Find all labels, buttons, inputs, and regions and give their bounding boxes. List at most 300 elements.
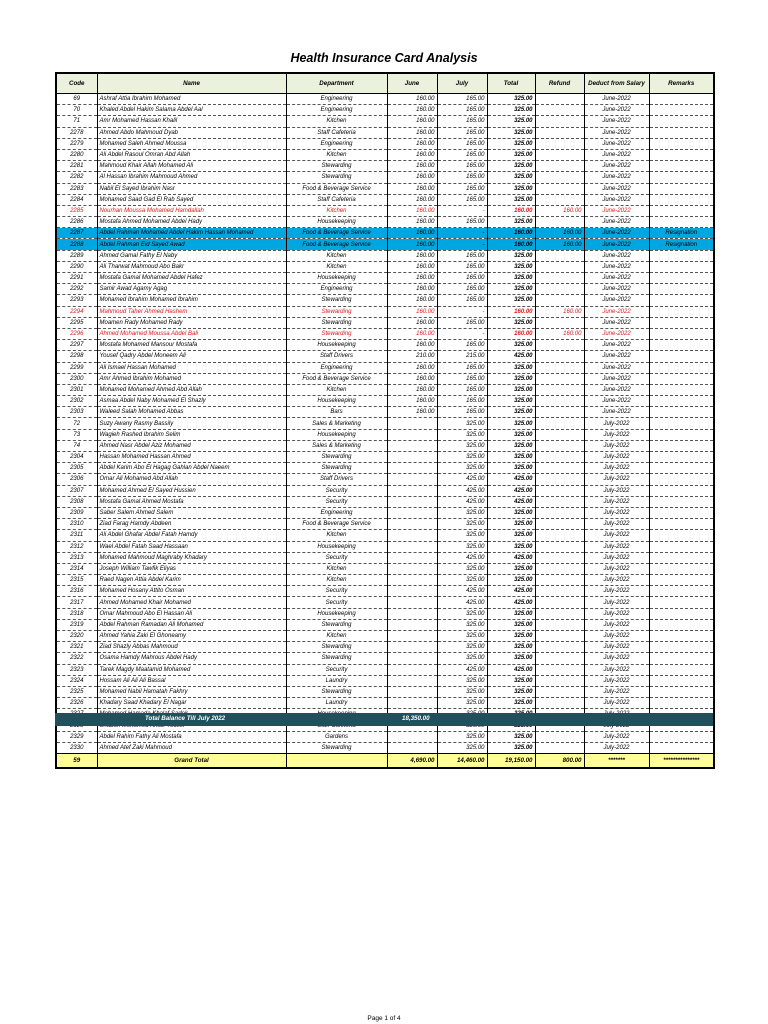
cell-total: 325.00 <box>487 575 535 586</box>
cell-remarks <box>649 619 714 630</box>
cell-july: 425.00 <box>437 485 487 496</box>
table-row <box>56 418 714 429</box>
cell-department: Gardens <box>286 731 387 742</box>
cell-name: Asmaa Abdel Naby Mohamed El Shazly <box>97 396 286 407</box>
cell-refund <box>535 541 584 552</box>
cell-refund <box>535 340 584 351</box>
cell-total: 325.00 <box>487 396 535 407</box>
cell-remarks <box>649 362 714 373</box>
cell-total: 325.00 <box>487 373 535 384</box>
cell-code: 2294 <box>56 306 97 317</box>
cell-deduct: June-2022 <box>584 161 649 172</box>
cell-june <box>387 563 437 574</box>
cell-code: 2318 <box>56 608 97 619</box>
cell-july: 215.00 <box>437 351 487 362</box>
cell-department: Housekeeping <box>286 541 387 552</box>
cell-name: Ziad Farag Hamdy Abdeen <box>97 519 286 530</box>
cell-refund <box>535 384 584 395</box>
cell-total: 425.00 <box>487 664 535 675</box>
cell-remarks <box>649 485 714 496</box>
cell-code: 2293 <box>56 295 97 306</box>
cell-refund <box>535 172 584 183</box>
cell-total: 325.00 <box>487 384 535 395</box>
cell-remarks <box>649 519 714 530</box>
cell-july: 165.00 <box>437 94 487 105</box>
cell-deduct: July-2022 <box>584 485 649 496</box>
cell-code: 2313 <box>56 552 97 563</box>
cell-july: 325.00 <box>437 653 487 664</box>
cell-name: Joseph William Tawfik Eliyas <box>97 563 286 574</box>
cell-code: 2326 <box>56 698 97 709</box>
cell-remarks <box>649 530 714 541</box>
cell-deduct: June-2022 <box>584 127 649 138</box>
cell-total: 325.00 <box>487 284 535 295</box>
cell-remarks <box>649 384 714 395</box>
table-row <box>56 194 714 205</box>
cell-total: 325.00 <box>487 519 535 530</box>
cell-name: Abdel Rahman Mohamed Abdel Hakim Hassan Mohamed <box>97 228 286 239</box>
cell-department: Staff Cafeteria <box>286 127 387 138</box>
cell-june <box>387 698 437 709</box>
cell-department: Stewarding <box>286 295 387 306</box>
cell-july: 165.00 <box>437 340 487 351</box>
column-header-total: Total <box>487 73 535 94</box>
cell-deduct: July-2022 <box>584 563 649 574</box>
table-row <box>56 306 714 317</box>
cell-deduct: June-2022 <box>584 183 649 194</box>
cell-deduct: July-2022 <box>584 552 649 563</box>
cell-july: 165.00 <box>437 284 487 295</box>
cell-name: Osama Hamdy Mahrous Abdel Hady <box>97 653 286 664</box>
cell-refund <box>535 496 584 507</box>
cell-deduct: June-2022 <box>584 194 649 205</box>
cell-july: - <box>437 239 487 250</box>
cell-code: 2324 <box>56 675 97 686</box>
table-row <box>56 742 714 753</box>
table-row <box>56 485 714 496</box>
cell-june: 160.00 <box>387 328 437 339</box>
column-header-july: July <box>437 73 487 94</box>
cell-deduct: July-2022 <box>584 686 649 697</box>
table-row <box>56 138 714 149</box>
cell-total: 325.00 <box>487 541 535 552</box>
cell-department: Security <box>286 485 387 496</box>
cell-refund <box>535 183 584 194</box>
cell-deduct: July-2022 <box>584 664 649 675</box>
table-row <box>56 664 714 675</box>
cell-code: 2291 <box>56 273 97 284</box>
table-row <box>56 172 714 183</box>
cell-department: Engineering <box>286 105 387 116</box>
cell-name: Hossam Ali Ali Ali Bassal <box>97 675 286 686</box>
cell-remarks <box>649 205 714 216</box>
cell-name: Nourhan Moussa Mohamed Hamdallah <box>97 205 286 216</box>
cell-remarks <box>649 183 714 194</box>
cell-department: Stewarding <box>286 619 387 630</box>
cell-code: 2280 <box>56 149 97 160</box>
cell-name: Yousef Qadry Abdel Moneem Ali <box>97 351 286 362</box>
cell-total: 325.00 <box>487 105 535 116</box>
cell-name: Amr Mohamed Hassan Khalil <box>97 116 286 127</box>
cell-june: 160.00 <box>387 284 437 295</box>
table-row <box>56 597 714 608</box>
column-header-deduct: Deduct from Salary <box>584 73 649 94</box>
cell-june <box>387 519 437 530</box>
cell-july: 165.00 <box>437 407 487 418</box>
cell-department: Stewarding <box>286 653 387 664</box>
cell-department: Stewarding <box>286 642 387 653</box>
cell-deduct: June-2022 <box>584 172 649 183</box>
cell-refund <box>535 250 584 261</box>
cell-code: 2302 <box>56 396 97 407</box>
cell-total: 325.00 <box>487 731 535 742</box>
cell-june: 160.00 <box>387 127 437 138</box>
cell-code: 2301 <box>56 384 97 395</box>
cell-remarks <box>649 149 714 160</box>
cell-total: 425.00 <box>487 552 535 563</box>
cell-name: Khadary Saad Khadary El Nagar <box>97 698 286 709</box>
table-row <box>56 328 714 339</box>
cell-code: 2298 <box>56 351 97 362</box>
cell-refund <box>535 407 584 418</box>
cell-total: 325.00 <box>487 194 535 205</box>
cell-june <box>387 496 437 507</box>
cell-department: Kitchen <box>286 575 387 586</box>
cell-refund <box>535 608 584 619</box>
cell-july: - <box>437 228 487 239</box>
page-title: Health Insurance Card Analysis <box>290 51 478 65</box>
cell-refund: 160.00 <box>535 306 584 317</box>
cell-july: 325.00 <box>437 519 487 530</box>
cell-department: Stewarding <box>286 328 387 339</box>
cell-refund <box>535 642 584 653</box>
table-row <box>56 608 714 619</box>
cell-name: Raed Nagen Attia Abdel Karim <box>97 575 286 586</box>
cell-refund <box>535 351 584 362</box>
cell-june: 160.00 <box>387 217 437 228</box>
cell-total: 425.00 <box>487 351 535 362</box>
cell-deduct: July-2022 <box>584 507 649 518</box>
cell-remarks <box>649 608 714 619</box>
column-header-department: Department <box>286 73 387 94</box>
cell-total: 325.00 <box>487 116 535 127</box>
cell-name: Mostafa Ahmed Mohamed Abdel Hady <box>97 217 286 228</box>
cell-code: 2308 <box>56 496 97 507</box>
cell-june <box>387 608 437 619</box>
cell-refund <box>535 597 584 608</box>
cell-deduct: June-2022 <box>584 384 649 395</box>
cell-july: 165.00 <box>437 161 487 172</box>
cell-remarks <box>649 105 714 116</box>
cell-department: Engineering <box>286 362 387 373</box>
cell-department: Housekeeping <box>286 273 387 284</box>
cell-total: 325.00 <box>487 149 535 160</box>
cell-total: 325.00 <box>487 608 535 619</box>
cell-remarks <box>649 642 714 653</box>
cell-name: Ali Abdel Rasoul Omran Abd Allah <box>97 149 286 160</box>
cell-deduct: July-2022 <box>584 418 649 429</box>
table-row <box>56 519 714 530</box>
cell-total: 425.00 <box>487 474 535 485</box>
cell-refund <box>535 474 584 485</box>
cell-remarks <box>649 116 714 127</box>
cell-refund <box>535 463 584 474</box>
table-row <box>56 586 714 597</box>
cell-department: Stewarding <box>286 317 387 328</box>
cell-deduct: June-2022 <box>584 239 649 250</box>
cell-code: 2310 <box>56 519 97 530</box>
cell-remarks <box>649 396 714 407</box>
cell-remarks: Resignation <box>649 239 714 250</box>
cell-total: 325.00 <box>487 742 535 753</box>
cell-refund <box>535 127 584 138</box>
cell-remarks <box>649 552 714 563</box>
cell-deduct: July-2022 <box>584 608 649 619</box>
cell-june: 160.00 <box>387 396 437 407</box>
cell-total: 325.00 <box>487 418 535 429</box>
cell-total: 425.00 <box>487 597 535 608</box>
cell-code: 2317 <box>56 597 97 608</box>
cell-department: Staff Drivers <box>286 351 387 362</box>
cell-name: Nabil El Sayed Ibrahim Nasr <box>97 183 286 194</box>
cell-deduct: July-2022 <box>584 429 649 440</box>
cell-refund <box>535 418 584 429</box>
cell-june <box>387 429 437 440</box>
cell-remarks <box>649 340 714 351</box>
cell-code: 70 <box>56 105 97 116</box>
cell-july: 325.00 <box>437 563 487 574</box>
cell-remarks <box>649 273 714 284</box>
cell-department: Food & Beverage Service <box>286 519 387 530</box>
cell-july: 165.00 <box>437 317 487 328</box>
cell-department: Security <box>286 664 387 675</box>
table-row <box>56 496 714 507</box>
cell-refund <box>535 373 584 384</box>
table-row <box>56 161 714 172</box>
cell-june: 160.00 <box>387 239 437 250</box>
table-row <box>56 273 714 284</box>
cell-deduct: June-2022 <box>584 149 649 160</box>
cell-name: Mohamed Hosany Attito Osman <box>97 586 286 597</box>
cell-deduct: June-2022 <box>584 273 649 284</box>
cell-name: Khaled Abdel Hakim Salama Abdel Aal <box>97 105 286 116</box>
cell-name: Ahmed Mohamed Khair Mohamed <box>97 597 286 608</box>
cell-june: 160.00 <box>387 373 437 384</box>
cell-code: 2300 <box>56 373 97 384</box>
cell-total: 160.00 <box>487 306 535 317</box>
cell-department: Housekeeping <box>286 396 387 407</box>
cell-department: Housekeeping <box>286 608 387 619</box>
cell-code: 2307 <box>56 485 97 496</box>
cell-july: 165.00 <box>437 396 487 407</box>
cell-july: 325.00 <box>437 675 487 686</box>
cell-july: 325.00 <box>437 686 487 697</box>
cell-july: 165.00 <box>437 261 487 272</box>
cell-july: 425.00 <box>437 664 487 675</box>
table-row <box>56 116 714 127</box>
cell-refund: 160.00 <box>535 205 584 216</box>
cell-total: 325.00 <box>487 429 535 440</box>
cell-code: 2282 <box>56 172 97 183</box>
cell-department: Stewarding <box>286 686 387 697</box>
cell-total: 325.00 <box>487 619 535 630</box>
cell-name: Ahmed Gamal Fathy El Naby <box>97 250 286 261</box>
cell-july: 325.00 <box>437 530 487 541</box>
cell-july: 325.00 <box>437 418 487 429</box>
cell-refund <box>535 552 584 563</box>
cell-department: Food & Beverage Service <box>286 373 387 384</box>
cell-june: 210.00 <box>387 351 437 362</box>
cell-refund <box>535 396 584 407</box>
table-row <box>56 396 714 407</box>
cell-remarks <box>649 664 714 675</box>
cell-department: Food & Beverage Service <box>286 228 387 239</box>
cell-remarks <box>649 306 714 317</box>
cell-name: Ahmed Abdo Mahmoud Dyab <box>97 127 286 138</box>
cell-deduct: June-2022 <box>584 362 649 373</box>
cell-deduct: July-2022 <box>584 642 649 653</box>
table-row <box>56 127 714 138</box>
cell-refund <box>535 731 584 742</box>
cell-deduct: June-2022 <box>584 250 649 261</box>
grand-total-june: 4,690.00 <box>387 754 437 769</box>
cell-name: Samir Awad Agamy Agag <box>97 284 286 295</box>
table-row <box>56 317 714 328</box>
cell-deduct: July-2022 <box>584 541 649 552</box>
cell-code: 73 <box>56 429 97 440</box>
table-row <box>56 619 714 630</box>
cell-remarks <box>649 194 714 205</box>
cell-total: 325.00 <box>487 273 535 284</box>
cell-june <box>387 485 437 496</box>
cell-july: 165.00 <box>437 295 487 306</box>
cell-name: Hassan Mohamed Hassan Ahmed <box>97 452 286 463</box>
cell-name: Omar Ali Mohamed Abd Allah <box>97 474 286 485</box>
cell-july: 325.00 <box>437 608 487 619</box>
table-row <box>56 373 714 384</box>
balance-bar <box>55 713 713 726</box>
cell-department: Stewarding <box>286 161 387 172</box>
cell-code: 2284 <box>56 194 97 205</box>
cell-deduct: July-2022 <box>584 586 649 597</box>
cell-june <box>387 452 437 463</box>
cell-deduct: July-2022 <box>584 463 649 474</box>
cell-remarks <box>649 452 714 463</box>
insurance-table <box>55 72 715 769</box>
cell-code: 2306 <box>56 474 97 485</box>
cell-refund <box>535 138 584 149</box>
cell-code: 2296 <box>56 328 97 339</box>
cell-department: Stewarding <box>286 742 387 753</box>
table-row <box>56 575 714 586</box>
cell-remarks <box>649 295 714 306</box>
cell-code: 74 <box>56 440 97 451</box>
cell-code: 72 <box>56 418 97 429</box>
cell-deduct: July-2022 <box>584 675 649 686</box>
cell-total: 325.00 <box>487 261 535 272</box>
grand-total-refund: 800.00 <box>535 754 584 769</box>
cell-remarks <box>649 172 714 183</box>
cell-june: 160.00 <box>387 384 437 395</box>
cell-deduct: July-2022 <box>584 440 649 451</box>
table-row <box>56 541 714 552</box>
cell-july: 165.00 <box>437 373 487 384</box>
cell-deduct: July-2022 <box>584 496 649 507</box>
cell-refund <box>535 575 584 586</box>
cell-remarks <box>649 563 714 574</box>
cell-remarks <box>649 675 714 686</box>
cell-remarks <box>649 351 714 362</box>
cell-deduct: July-2022 <box>584 731 649 742</box>
cell-refund <box>535 217 584 228</box>
cell-june <box>387 597 437 608</box>
cell-june <box>387 619 437 630</box>
cell-total: 325.00 <box>487 217 535 228</box>
cell-june <box>387 507 437 518</box>
cell-june <box>387 418 437 429</box>
grand-total-count: 59 <box>56 754 97 769</box>
cell-department: Kitchen <box>286 149 387 160</box>
cell-department: Engineering <box>286 94 387 105</box>
cell-total: 325.00 <box>487 94 535 105</box>
cell-department: Stewarding <box>286 463 387 474</box>
cell-july: - <box>437 205 487 216</box>
cell-june: 160.00 <box>387 228 437 239</box>
cell-remarks <box>649 407 714 418</box>
cell-refund <box>535 619 584 630</box>
cell-code: 2289 <box>56 250 97 261</box>
cell-department: Security <box>286 496 387 507</box>
cell-code: 2321 <box>56 642 97 653</box>
cell-department: Security <box>286 586 387 597</box>
cell-department: Security <box>286 597 387 608</box>
cell-june: 160.00 <box>387 105 437 116</box>
column-header-june: June <box>387 73 437 94</box>
cell-refund <box>535 273 584 284</box>
cell-june <box>387 675 437 686</box>
cell-refund <box>535 507 584 518</box>
cell-code: 2287 <box>56 228 97 239</box>
cell-deduct: June-2022 <box>584 205 649 216</box>
table-row <box>56 284 714 295</box>
cell-department: Food & Beverage Service <box>286 239 387 250</box>
column-header-remarks: Remarks <box>649 73 714 94</box>
cell-july: 325.00 <box>437 631 487 642</box>
cell-department: Stewarding <box>286 172 387 183</box>
cell-july: 325.00 <box>437 698 487 709</box>
cell-refund <box>535 194 584 205</box>
cell-department: Kitchen <box>286 530 387 541</box>
cell-deduct: June-2022 <box>584 94 649 105</box>
cell-july: 165.00 <box>437 217 487 228</box>
cell-deduct: June-2022 <box>584 407 649 418</box>
cell-july: 325.00 <box>437 575 487 586</box>
cell-june: 160.00 <box>387 94 437 105</box>
table-row <box>56 507 714 518</box>
cell-name: Abdel Rahman Ramadan Ali Mohamed <box>97 619 286 630</box>
table-row <box>56 217 714 228</box>
cell-department: Sales & Marketing <box>286 440 387 451</box>
cell-june: 160.00 <box>387 273 437 284</box>
cell-total: 325.00 <box>487 340 535 351</box>
cell-code: 2304 <box>56 452 97 463</box>
cell-june: 160.00 <box>387 261 437 272</box>
cell-refund <box>535 742 584 753</box>
cell-deduct: July-2022 <box>584 530 649 541</box>
cell-july: 325.00 <box>437 731 487 742</box>
cell-name: Suzy Awany Rasmy Bassily <box>97 418 286 429</box>
cell-july: 165.00 <box>437 384 487 395</box>
